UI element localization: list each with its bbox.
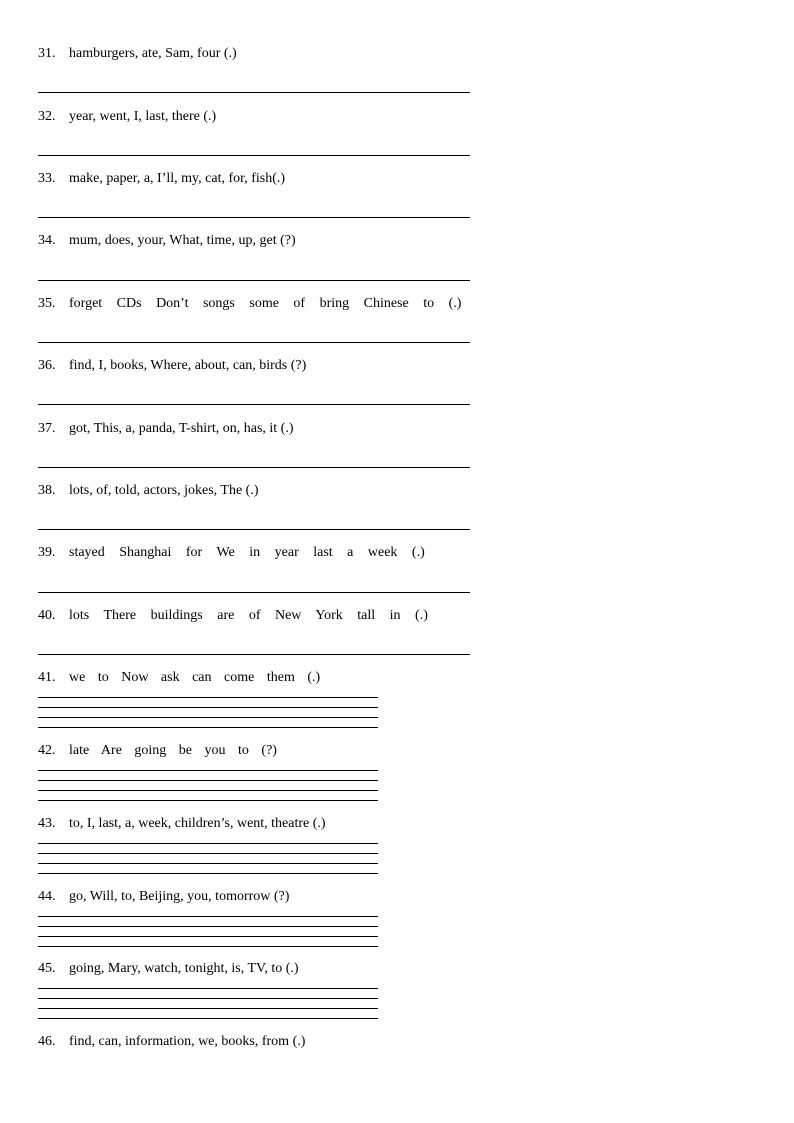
question-number: 42.: [38, 743, 56, 758]
question-36: [38, 357, 306, 375]
question-39: [38, 544, 425, 562]
question-33: [38, 170, 285, 188]
writing-guide-line[interactable]: [38, 800, 378, 801]
answer-line[interactable]: [38, 92, 470, 93]
writing-guide-line[interactable]: [38, 790, 378, 791]
answer-line[interactable]: [38, 592, 470, 593]
question-number: 37.: [38, 421, 56, 436]
question-number: 40.: [38, 608, 56, 623]
answer-line[interactable]: [38, 529, 470, 530]
writing-guide-line[interactable]: [38, 727, 378, 728]
writing-guide-line[interactable]: [38, 926, 378, 927]
writing-guide-line[interactable]: [38, 946, 378, 947]
question-words: go, Will, to, Beijing, you, tomorrow (?): [69, 889, 290, 904]
question-45: [38, 960, 299, 978]
writing-guide-line[interactable]: [38, 988, 378, 989]
writing-guide-line[interactable]: [38, 916, 378, 917]
question-number: 41.: [38, 670, 56, 685]
question-words: lots There buildings are of New York tall in (.): [69, 608, 428, 623]
question-words: late Are going be you to (?): [69, 743, 277, 758]
writing-guide-line[interactable]: [38, 780, 378, 781]
writing-guide-line[interactable]: [38, 697, 378, 698]
answer-line[interactable]: [38, 280, 470, 281]
question-42: [38, 742, 277, 760]
answer-line[interactable]: [38, 155, 470, 156]
question-number: 46.: [38, 1034, 56, 1049]
question-number: 39.: [38, 545, 56, 560]
question-words: going, Mary, watch, tonight, is, TV, to (.): [69, 961, 299, 976]
question-number: 38.: [38, 483, 56, 498]
writing-guide-line[interactable]: [38, 853, 378, 854]
question-34: [38, 232, 296, 250]
answer-line[interactable]: [38, 217, 470, 218]
question-41: [38, 669, 320, 687]
question-words: forget CDs Don’t songs some of bring Chinese to (.): [69, 296, 462, 311]
question-words: got, This, a, panda, T-shirt, on, has, it (.): [69, 421, 294, 436]
answer-line[interactable]: [38, 404, 470, 405]
question-number: 33.: [38, 171, 56, 186]
question-words: mum, does, your, What, time, up, get (?): [69, 233, 296, 248]
answer-line[interactable]: [38, 467, 470, 468]
question-number: 44.: [38, 889, 56, 904]
question-31: [38, 45, 237, 63]
writing-guide-line[interactable]: [38, 873, 378, 874]
writing-guide-line[interactable]: [38, 843, 378, 844]
question-words: hamburgers, ate, Sam, four (.): [69, 46, 237, 61]
question-words: year, went, I, last, there (.): [69, 109, 217, 124]
question-number: 36.: [38, 358, 56, 373]
question-number: 31.: [38, 46, 56, 61]
writing-guide-line[interactable]: [38, 717, 378, 718]
question-words: find, can, information, we, books, from (.): [69, 1034, 306, 1049]
question-words: find, I, books, Where, about, can, birds (?): [69, 358, 307, 373]
question-number: 34.: [38, 233, 56, 248]
question-words: stayed Shanghai for We in year last a week (.): [69, 545, 425, 560]
question-38: [38, 482, 259, 500]
question-number: 35.: [38, 296, 56, 311]
question-44: [38, 888, 289, 906]
question-words: to, I, last, a, week, children’s, went, theatre (.): [69, 816, 326, 831]
question-words: make, paper, a, I’ll, my, cat, for, fish(.): [69, 171, 286, 186]
answer-line[interactable]: [38, 342, 470, 343]
writing-guide-line[interactable]: [38, 1018, 378, 1019]
question-46: [38, 1033, 305, 1051]
writing-guide-line[interactable]: [38, 770, 378, 771]
question-number: 43.: [38, 816, 56, 831]
writing-guide-line[interactable]: [38, 863, 378, 864]
writing-guide-line[interactable]: [38, 707, 378, 708]
question-words: lots, of, told, actors, jokes, The (.): [69, 483, 259, 498]
writing-guide-line[interactable]: [38, 998, 378, 999]
question-number: 45.: [38, 961, 56, 976]
writing-guide-line[interactable]: [38, 1008, 378, 1009]
writing-guide-line[interactable]: [38, 936, 378, 937]
question-32: [38, 108, 216, 126]
question-43: [38, 815, 326, 833]
answer-line[interactable]: [38, 654, 470, 655]
question-40: [38, 607, 428, 625]
question-number: 32.: [38, 109, 56, 124]
question-words: we to Now ask can come them (.): [69, 670, 321, 685]
question-35: [38, 295, 461, 313]
question-37: [38, 420, 294, 438]
